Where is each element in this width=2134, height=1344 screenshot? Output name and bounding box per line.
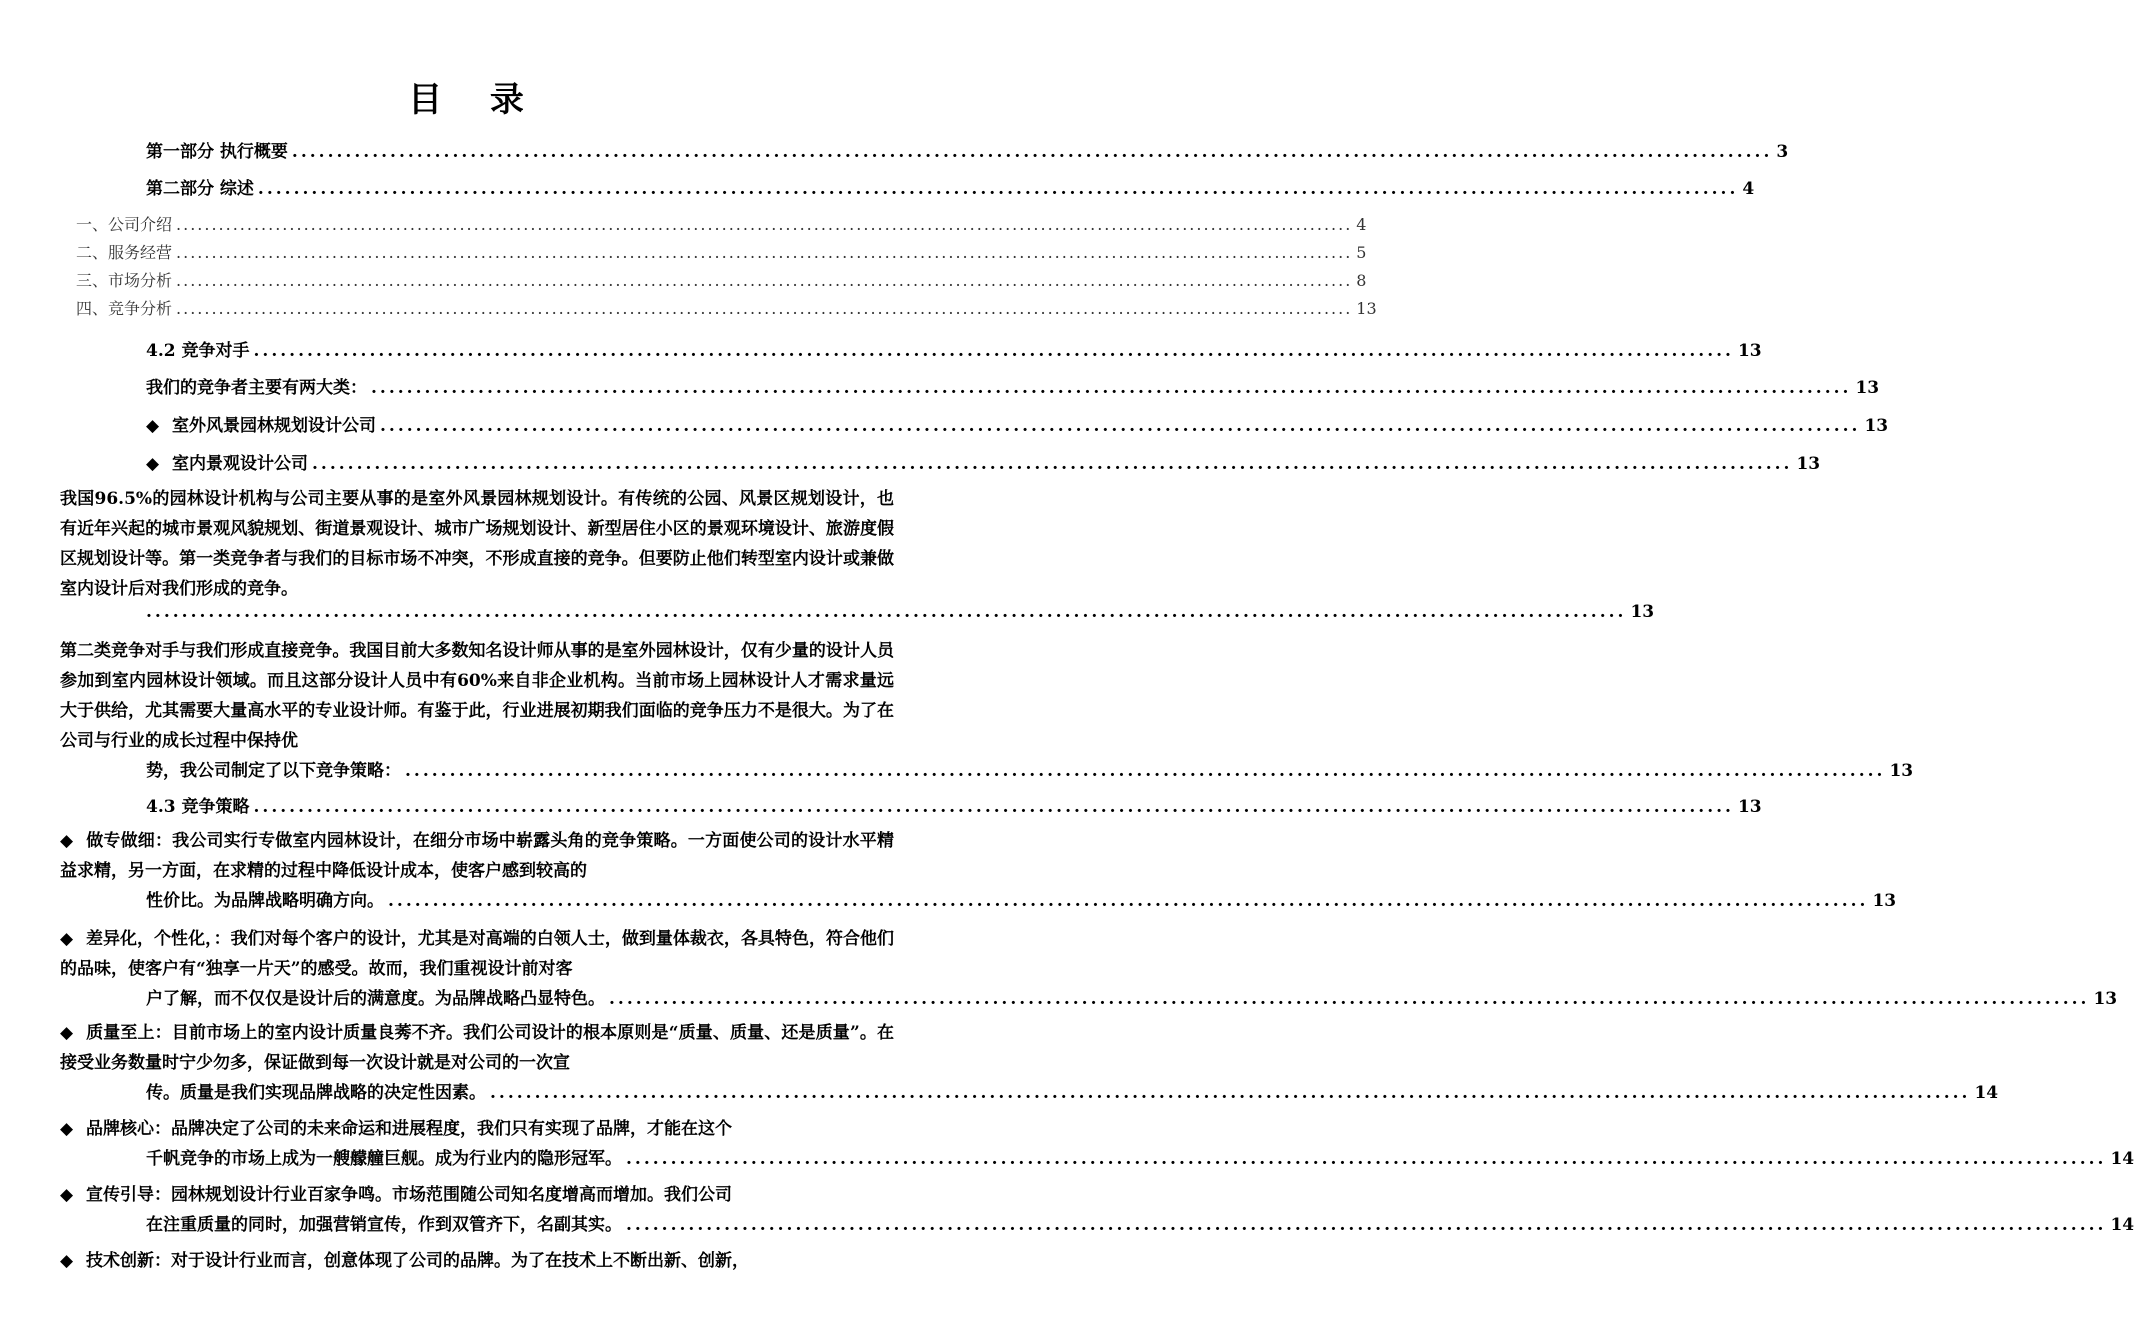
leader-dots: ...................................................................................................................................................................... — [312, 454, 1793, 474]
toc-page-number: 13 — [1630, 602, 1655, 622]
leader-dots: ...................................................................................................................................................................... — [146, 602, 1627, 622]
toc-label: 势，我公司制定了以下竞争策略： — [146, 761, 401, 781]
toc-entry-sec1[interactable] — [76, 212, 1367, 235]
toc-entry-4-3[interactable] — [146, 792, 1762, 817]
leader-dots: ...................................................................................................................................................................... — [253, 797, 1734, 817]
leader-dots: ...................................................................................................................................................................... — [490, 1083, 1971, 1103]
toc-label: 在注重质量的同时，加强营销宣传，作到双管齐下，名副其实。 — [146, 1215, 622, 1235]
toc-label: 我们的竞争者主要有两大类： — [146, 378, 367, 398]
leader-dots: ...................................................................................................................................................................... — [176, 271, 1353, 290]
toc-label: 室内景观设计公司 — [172, 454, 308, 474]
diamond-bullet-icon: ◆ — [60, 929, 74, 949]
leader-dots: ...................................................................................................................................................................... — [626, 1149, 2107, 1169]
toc-page-number: 14 — [2110, 1149, 2134, 1169]
toc-page-number: 13 — [1864, 416, 1889, 436]
toc-label: 4.2 竞争对手 — [146, 341, 250, 361]
strategy-item-5[interactable] — [60, 1180, 894, 1210]
toc-entry-indoor[interactable] — [146, 449, 1821, 474]
toc-page-number: 13 — [1737, 797, 1762, 817]
toc-entry-sec4[interactable] — [76, 296, 1377, 319]
strategy-item-1[interactable] — [60, 826, 894, 886]
strategy-item-3-last-line — [146, 1078, 1999, 1103]
diamond-bullet-icon: ◆ — [60, 1023, 74, 1043]
toc-page-number: 13 — [1356, 299, 1377, 318]
toc-page-number: 5 — [1356, 243, 1367, 262]
toc-paragraph-1-leader — [146, 602, 1655, 622]
toc-page-number: 4 — [1742, 179, 1755, 199]
leader-dots: ...................................................................................................................................................................... — [609, 989, 2090, 1009]
strategy-item-2[interactable] — [60, 924, 894, 984]
toc-label: 第二部分 综述 — [146, 179, 254, 199]
diamond-bullet-icon: ◆ — [146, 454, 160, 474]
toc-paragraph-2[interactable]: 第二类竞争对手与我们形成直接竞争。我国目前大多数知名设计师从事的是室外园林设计，仅有少量的设计人员参加到室内园林设计领域。而且这部分设计人员中有60%来自非企业机构。当前市场上园林设计人才需求量远大于供给，尤其需要大量高水平的专业设计师。有鉴于此，行业进展初期我们面临的竞争压力不是很大。为了在公司与行业的成长过程中保持优 — [60, 641, 894, 751]
toc-page-number: 13 — [1889, 761, 1914, 781]
toc-page-number: 13 — [1872, 891, 1897, 911]
diamond-bullet-icon: ◆ — [60, 1119, 74, 1139]
toc-entry-part1[interactable] — [146, 137, 1789, 162]
toc-page-number: 4 — [1356, 215, 1367, 234]
toc-page-number: 8 — [1356, 271, 1367, 290]
strategy-text: 品牌核心：品牌决定了公司的未来命运和进展程度，我们只有实现了品牌，才能在这个 — [86, 1119, 732, 1139]
toc-label: 第一部分 执行概要 — [146, 142, 288, 162]
strategy-item-5-last-line — [146, 1210, 2134, 1235]
toc-label: 千帆竞争的市场上成为一艘艨艟巨舰。成为行业内的隐形冠军。 — [146, 1149, 622, 1169]
toc-label: 二、服务经营 — [76, 243, 173, 262]
strategy-item-6[interactable] — [60, 1246, 894, 1276]
strategy-item-4[interactable] — [60, 1114, 894, 1144]
toc-entry-outdoor[interactable] — [146, 411, 1889, 436]
leader-dots: ...................................................................................................................................................................... — [176, 243, 1353, 262]
leader-dots: ...................................................................................................................................................................... — [253, 341, 1734, 361]
toc-page-number: 13 — [1796, 454, 1821, 474]
leader-dots: ...................................................................................................................................................................... — [176, 299, 1353, 318]
toc-page-number: 13 — [2093, 989, 2118, 1009]
toc-label: 户了解，而不仅仅是设计后的满意度。为品牌战略凸显特色。 — [146, 989, 605, 1009]
toc-entry-sec2[interactable] — [76, 240, 1367, 263]
toc-entry-two-types[interactable] — [146, 373, 1880, 398]
strategy-text: 做专做细：我公司实行专做室内园林设计，在细分市场中崭露头角的竞争策略。一方面使公司的设计水平精益求精，另一方面，在求精的过程中降低设计成本，使客户感到较高的 — [60, 831, 894, 881]
toc-label: 性价比。为品牌战略明确方向。 — [146, 891, 384, 911]
strategy-item-1-last-line — [146, 886, 1897, 911]
leader-dots: ...................................................................................................................................................................... — [405, 761, 1886, 781]
toc-page-number: 14 — [1974, 1083, 1999, 1103]
toc-page-number: 13 — [1855, 378, 1880, 398]
leader-dots: ...................................................................................................................................................................... — [257, 179, 1739, 199]
toc-label: 室外风景园林规划设计公司 — [172, 416, 376, 436]
strategy-item-4-last-line — [146, 1144, 2134, 1169]
page-title: 目 录 — [408, 80, 542, 120]
strategy-text: 差异化，个性化，：我们对每个客户的设计，尤其是对高端的白领人士，做到量体裁衣，各具特色，符合他们的品味，使客户有“独享一片天”的感受。故而，我们重视设计前对客 — [60, 929, 894, 979]
strategy-item-3[interactable] — [60, 1018, 894, 1078]
leader-dots: ...................................................................................................................................................................... — [176, 215, 1353, 234]
toc-paragraph-2-last-line — [146, 756, 1914, 781]
leader-dots: ...................................................................................................................................................................... — [388, 891, 1869, 911]
leader-dots: ...................................................................................................................................................................... — [626, 1215, 2107, 1235]
strategy-text: 技术创新：对于设计行业而言，创意体现了公司的品牌。为了在技术上不断出新、创新， — [86, 1251, 749, 1271]
toc-label: 三、市场分析 — [76, 271, 173, 290]
strategy-item-2-last-line — [146, 984, 2118, 1009]
toc-entry-4-2[interactable] — [146, 336, 1762, 361]
diamond-bullet-icon: ◆ — [60, 1185, 74, 1205]
toc-page-number: 3 — [1776, 142, 1789, 162]
strategy-text: 宣传引导：园林规划设计行业百家争鸣。市场范围随公司知名度增高而增加。我们公司 — [86, 1185, 732, 1205]
diamond-bullet-icon: ◆ — [60, 831, 74, 851]
toc-entry-part2[interactable] — [146, 174, 1755, 199]
toc-page-number: 13 — [1737, 341, 1762, 361]
leader-dots: ...................................................................................................................................................................... — [291, 142, 1773, 162]
diamond-bullet-icon: ◆ — [146, 416, 160, 436]
toc-page-number: 14 — [2110, 1215, 2134, 1235]
leader-dots: ...................................................................................................................................................................... — [380, 416, 1861, 436]
toc-entry-sec3[interactable] — [76, 268, 1367, 291]
toc-label: 四、竞争分析 — [76, 299, 173, 318]
toc-label: 传。质量是我们实现品牌战略的决定性因素。 — [146, 1083, 486, 1103]
leader-dots: ...................................................................................................................................................................... — [371, 378, 1852, 398]
toc-label: 4.3 竞争策略 — [146, 797, 250, 817]
toc-paragraph-1[interactable]: 我国96.5%的园林设计机构与公司主要从事的是室外风景园林规划设计。有传统的公园、风景区规划设计，也有近年兴起的城市景观风貌规划、街道景观设计、城市广场规划设计、新型居住小区的景观环境设计、旅游度假区规划设计等。第一类竞争者与我们的目标市场不冲突，不形成直接的竞争。但要防止他们转型室内设计或兼做室内设计后对我们形成的竞争。 — [60, 489, 894, 599]
strategy-text: 质量至上：目前市场上的室内设计质量良莠不齐。我们公司设计的根本原则是“质量、质量、还是质量”。在接受业务数量时宁少勿多，保证做到每一次设计就是对公司的一次宣 — [60, 1023, 894, 1073]
diamond-bullet-icon: ◆ — [60, 1251, 74, 1271]
toc-label: 一、公司介绍 — [76, 215, 173, 234]
